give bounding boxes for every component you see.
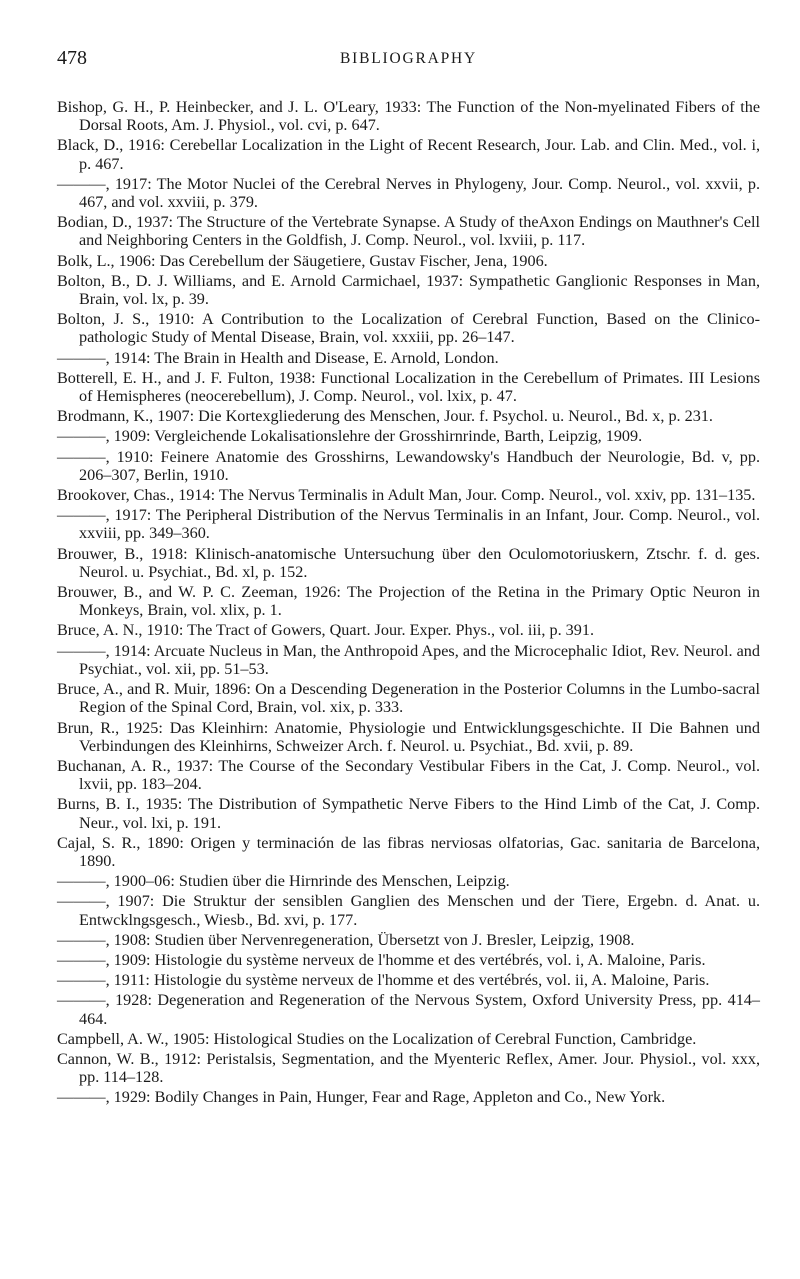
bibliography-entry: Black, D., 1916: Cerebellar Localization in the Light of Recent Research, Jour. Lab. and Clin. Med., vol. i, p. 467.: [57, 136, 760, 173]
bibliography-entry: Bolton, J. S., 1910: A Contribution to the Localization of Cerebral Function, Based on the Clinico-pathologic Study of Mental Disease, Brain, vol. xxxiii, pp. 26–147.: [57, 310, 760, 347]
bibliography-entry: Botterell, E. H., and J. F. Fulton, 1938: Functional Localization in the Cerebellum of Primates. III Lesions of Hemispheres (neocerebellum), J. Comp. Neurol., vol. lxix, p. 47.: [57, 368, 760, 406]
bibliography-entry: Brodmann, K., 1907: Die Kortexgliederung des Menschen, Jour. f. Psychol. u. Neurol., Bd. x, p. 231.: [57, 407, 713, 426]
bibliography-entry: ———, 1907: Die Struktur der sensiblen Ganglien des Menschen und der Tiere, Ergebn. d. Anat. u. Entwcklngsgesch., Wiesb., Bd. xvi, p. 177.: [57, 892, 760, 929]
bibliography-entry: Cajal, S. R., 1890: Origen y terminación de las fibras nerviosas olfatorias, Gac. sanitaria de Barcelona, 1890.: [57, 833, 760, 870]
bibliography-entry: Brookover, Chas., 1914: The Nervus Terminalis in Adult Man, Jour. Comp. Neurol., vol. xxiv, pp. 131–135.: [57, 486, 756, 505]
bibliography-entry: Cannon, W. B., 1912: Peristalsis, Segmentation, and the Myenteric Reflex, Amer. Jour. Physiol., vol. xxx, pp. 114–128.: [57, 1049, 760, 1087]
bibliography-entry: ———, 1917: The Motor Nuclei of the Cerebral Nerves in Phylogeny, Jour. Comp. Neurol., vol. xxvii, p. 467, and vol. xxviii, p. 379.: [57, 174, 760, 212]
bibliography-entry: Burns, B. I., 1935: The Distribution of Sympathetic Nerve Fibers to the Hind Limb of the Cat, J. Comp. Neur., vol. lxi, p. 191.: [57, 795, 760, 832]
bibliography-entry: ———, 1900–06: Studien über die Hirnrinde des Menschen, Leipzig.: [57, 872, 510, 891]
bibliography-entry: ———, 1911: Histologie du système nerveux de l'homme et des vertébrés, vol. ii, A. Maloine, Paris.: [57, 971, 710, 990]
bibliography-entry: Buchanan, A. R., 1937: The Course of the Secondary Vestibular Fibers in the Cat, J. Comp. Neurol., vol. lxvii, pp. 183–204.: [57, 756, 760, 794]
bibliography-list: [57, 98, 760, 1109]
bibliography-entry: ———, 1909: Histologie du système nerveux de l'homme et des vertébrés, vol. i, A. Maloine, Paris.: [57, 950, 706, 969]
bibliography-entry: ———, 1908: Studien über Nervenregeneration, Übersetzt von J. Bresler, Leipzig, 1908.: [57, 930, 635, 949]
bibliography-entry: ———, 1914: Arcuate Nucleus in Man, the Anthropoid Apes, and the Microcephalic Idiot, Rev. Neurol. and Psychiat., vol. xii, pp. 51–53.: [57, 641, 760, 678]
bibliography-entry: ———, 1928: Degeneration and Regeneration of the Nervous System, Oxford University Press, pp. 414–464.: [57, 991, 760, 1028]
bibliography-entry: ———, 1910: Feinere Anatomie des Grosshirns, Lewandowsky's Handbuch der Neurologie, Bd. v, pp. 206–307, Berlin, 1910.: [57, 447, 760, 484]
bibliography-entry: ———, 1914: The Brain in Health and Disease, E. Arnold, London.: [57, 348, 499, 367]
bibliography-entry: Bolk, L., 1906: Das Cerebellum der Säugetiere, Gustav Fischer, Jena, 1906.: [57, 251, 548, 270]
bibliography-entry: Brun, R., 1925: Das Kleinhirn: Anatomie, Physiologie und Entwicklungsgeschichte. II Die Bahnen und Verbindungen des Kleinhirns, Schweizer Arch. f. Neurol. u. Psychiat., Bd. xvii, p. 89.: [57, 718, 760, 755]
bibliography-entry: Bolton, B., D. J. Williams, and E. Arnold Carmichael, 1937: Sympathetic Ganglionic Responses in Man, Brain, vol. lx, p. 39.: [57, 271, 760, 309]
bibliography-entry: Bodian, D., 1937: The Structure of the Vertebrate Synapse. A Study of theAxon Endings on Mauthner's Cell and Neighboring Centers in the Goldfish, J. Comp. Neurol., vol. lxviii, p. 117.: [57, 213, 760, 250]
bibliography-entry: Campbell, A. W., 1905: Histological Studies on the Localization of Cerebral Function, Cambridge.: [57, 1029, 697, 1048]
bibliography-entry: Bruce, A., and R. Muir, 1896: On a Descending Degeneration in the Posterior Columns in the Lumbo-sacral Region of the Spinal Cord, Brain, vol. xix, p. 333.: [57, 680, 760, 717]
page-number: 478: [57, 47, 87, 69]
bibliography-entry: ———, 1909: Vergleichende Lokalisationslehre der Grosshirnrinde, Barth, Leipzig, 1909.: [57, 427, 643, 446]
bibliography-entry: ———, 1929: Bodily Changes in Pain, Hunger, Fear and Rage, Appleton and Co., New York.: [57, 1088, 666, 1107]
page-header: [57, 47, 760, 77]
bibliography-entry: Brouwer, B., and W. P. C. Zeeman, 1926: The Projection of the Retina in the Primary Optic Neuron in Monkeys, Brain, vol. xlix, p. 1.: [57, 583, 760, 620]
bibliography-entry: Brouwer, B., 1918: Klinisch-anatomische Untersuchung über den Oculomotoriuskern, Ztschr. f. d. ges. Neurol. u. Psychiat., Bd. xl, p. 152.: [57, 544, 760, 581]
running-head: BIBLIOGRAPHY: [340, 50, 477, 67]
bibliography-entry: Bruce, A. N., 1910: The Tract of Gowers, Quart. Jour. Exper. Phys., vol. iii, p. 391.: [57, 621, 594, 640]
bibliography-entry: Bishop, G. H., P. Heinbecker, and J. L. O'Leary, 1933: The Function of the Non-myelinated Fibers of the Dorsal Roots, Am. J. Physiol., vol. cvi, p. 647.: [57, 98, 760, 135]
bibliography-entry: ———, 1917: The Peripheral Distribution of the Nervus Terminalis in an Infant, Jour. Comp. Neurol., vol. xxviii, pp. 349–360.: [57, 506, 760, 543]
